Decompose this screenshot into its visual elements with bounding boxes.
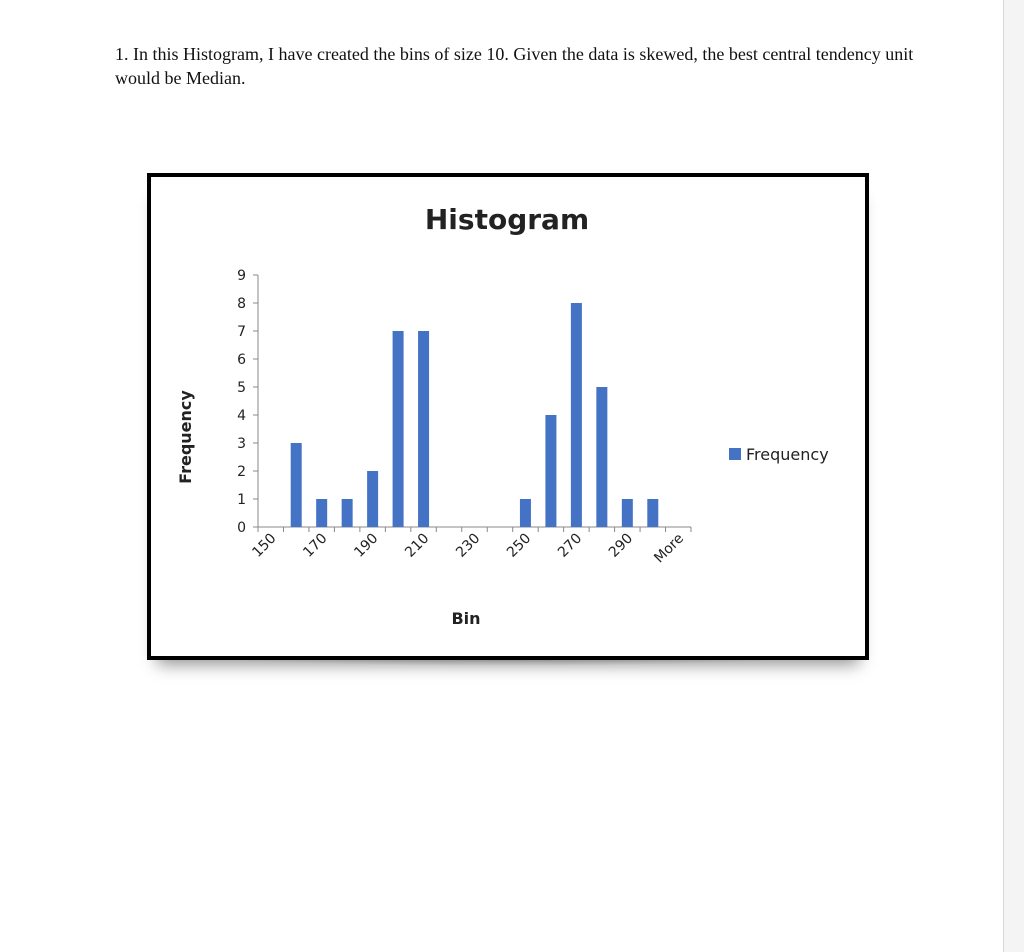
y-tick-label: 1 xyxy=(237,492,246,508)
x-tick-label: 290 xyxy=(605,530,637,561)
y-tick-label: 8 xyxy=(237,296,246,312)
y-tick-label: 5 xyxy=(237,380,246,396)
y-tick-label: 0 xyxy=(237,520,246,536)
histogram-bar xyxy=(545,415,556,527)
viewer-margin xyxy=(1003,0,1024,952)
x-tick-label: 190 xyxy=(351,530,382,561)
histogram-bar xyxy=(342,499,353,527)
histogram-bar xyxy=(393,331,404,527)
x-tick-label: 150 xyxy=(249,530,280,561)
y-tick-label: 7 xyxy=(237,324,246,340)
y-tick-label: 9 xyxy=(237,268,246,284)
chart-frame xyxy=(147,173,869,660)
x-tick-label: More xyxy=(651,530,688,567)
legend-label: Frequency xyxy=(746,445,829,464)
x-tick-label: 270 xyxy=(554,530,586,561)
x-tick-label: 230 xyxy=(453,530,484,561)
y-axis-title: Frequency xyxy=(176,390,195,484)
x-tick-label: 170 xyxy=(300,530,331,561)
histogram-bar xyxy=(520,499,531,527)
y-tick-label: 4 xyxy=(237,408,246,424)
y-tick-label: 2 xyxy=(237,464,246,480)
histogram-bar xyxy=(622,499,633,527)
x-tick-label: 250 xyxy=(504,530,535,561)
histogram-bar xyxy=(316,499,327,527)
x-axis-title: Bin xyxy=(451,609,481,628)
histogram-bar xyxy=(596,387,607,527)
histogram-bar xyxy=(647,499,658,527)
histogram-bar xyxy=(367,471,378,527)
x-tick-label: 210 xyxy=(402,530,433,561)
histogram-chart xyxy=(151,177,865,656)
question-text: 1. In this Histogram, I have created the bins of size 10. Given the data is skewed, the best central tendency unit would be Median. xyxy=(115,44,914,88)
histogram-bar xyxy=(291,443,302,527)
y-tick-label: 3 xyxy=(237,436,246,452)
y-tick-label: 6 xyxy=(237,352,246,368)
chart-title: Histogram xyxy=(424,203,590,236)
histogram-bar xyxy=(418,331,429,527)
legend-swatch xyxy=(729,448,741,460)
histogram-bar xyxy=(571,303,582,527)
